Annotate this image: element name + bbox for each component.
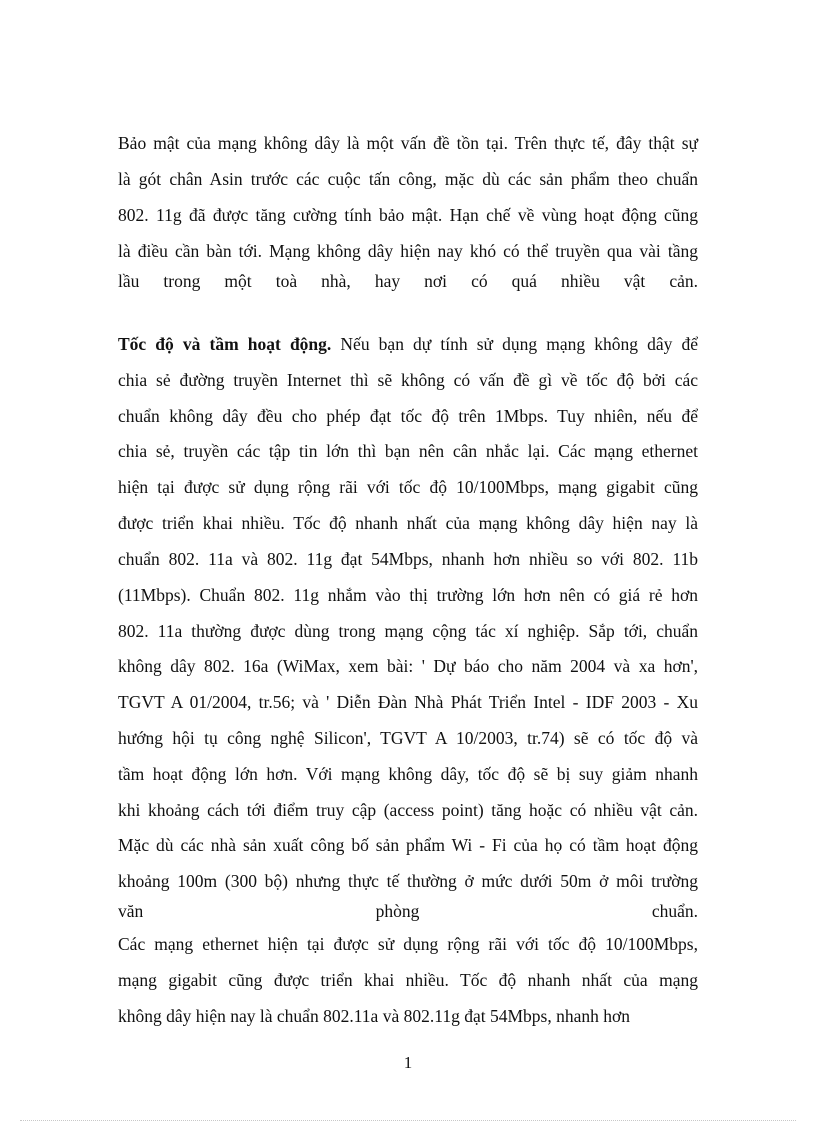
text-line: hiện tại được sử dụng rộng rãi với tốc độ 10/100Mbps, mạng gigabit cũng [118, 477, 698, 497]
text-line: không dây 802. 16a (WiMax, xem bài: ' Dự báo cho năm 2004 và xa hơn', [118, 656, 698, 676]
text-line: 802. 11a thường được dùng trong mạng cộng tác xí nghiệp. Sắp tới, chuẩn [118, 621, 698, 641]
page-number: 1 [403, 1053, 413, 1072]
text-line: Bảo mật của mạng không dây là một vấn đề tồn tại. Trên thực tế, đây thật sự [118, 133, 698, 153]
text-line: hướng hội tụ công nghệ Silicon', TGVT A 10/2003, tr.74) sẽ có tốc độ và [118, 728, 698, 748]
page-boundary [20, 1120, 796, 1121]
text-line: 802. 11g đã được tăng cường tính bảo mật. Hạn chế về vùng hoạt động cũng [118, 205, 698, 225]
text-line: Mặc dù các nhà sản xuất công bố sản phẩm Wi - Fi của họ có tầm hoạt động [118, 835, 698, 855]
text-line: mạng gigabit cũng được triển khai nhiều. Tốc độ nhanh nhất của mạng [118, 970, 698, 990]
text-line: TGVT A 01/2004, tr.56; và ' Diễn Đàn Nhà Phát Triển Intel - IDF 2003 - Xu [118, 692, 698, 712]
text-line: tầm hoạt động lớn hơn. Với mạng không dây, tốc độ sẽ bị suy giảm nhanh [118, 764, 698, 784]
text-line: văn phòng chuẩn. [118, 901, 698, 921]
text-line: chia sẻ, truyền các tập tin lớn thì bạn nên cân nhắc lại. Các mạng ethernet [118, 441, 698, 461]
section-heading: Tốc độ và tầm hoạt động. [118, 334, 332, 354]
text-line: lầu trong một toà nhà, hay nơi có quá nhiều vật cản. [118, 271, 698, 291]
text-line [118, 333, 698, 355]
text-line: khi khoảng cách tới điểm truy cập (access point) tăng hoặc có nhiều vật cản. [118, 800, 698, 820]
text-line: khoảng 100m (300 bộ) nhưng thực tế thường ở mức dưới 50m ở môi trường [118, 871, 698, 891]
heading-continuation: Nếu bạn dự tính sử dụng mạng không dây để [331, 334, 699, 354]
text-line: Các mạng ethernet hiện tại được sử dụng rộng rãi với tốc độ 10/100Mbps, [118, 934, 698, 954]
text-line: chuẩn 802. 11a và 802. 11g đạt 54Mbps, nhanh hơn nhiều so với 802. 11b [118, 549, 698, 569]
text-line: (11Mbps). Chuẩn 802. 11g nhắm vào thị trường lớn hơn nên có giá rẻ hơn [118, 585, 698, 605]
text-line: không dây hiện nay là chuẩn 802.11a và 802.11g đạt 54Mbps, nhanh hơn [118, 1006, 630, 1026]
text-line: là điều cần bàn tới. Mạng không dây hiện nay khó có thể truyền qua vài tầng [118, 241, 698, 261]
text-line: được triển khai nhiều. Tốc độ nhanh nhất của mạng không dây hiện nay là [118, 513, 698, 533]
text-line: chuẩn không dây đều cho phép đạt tốc độ trên 1Mbps. Tuy nhiên, nếu để [118, 406, 698, 426]
text-line: là gót chân Asin trước các cuộc tấn công, mặc dù các sản phẩm theo chuẩn [118, 169, 698, 189]
text-line: chia sẻ đường truyền Internet thì sẽ không có vấn đề gì về tốc độ bởi các [118, 370, 698, 390]
